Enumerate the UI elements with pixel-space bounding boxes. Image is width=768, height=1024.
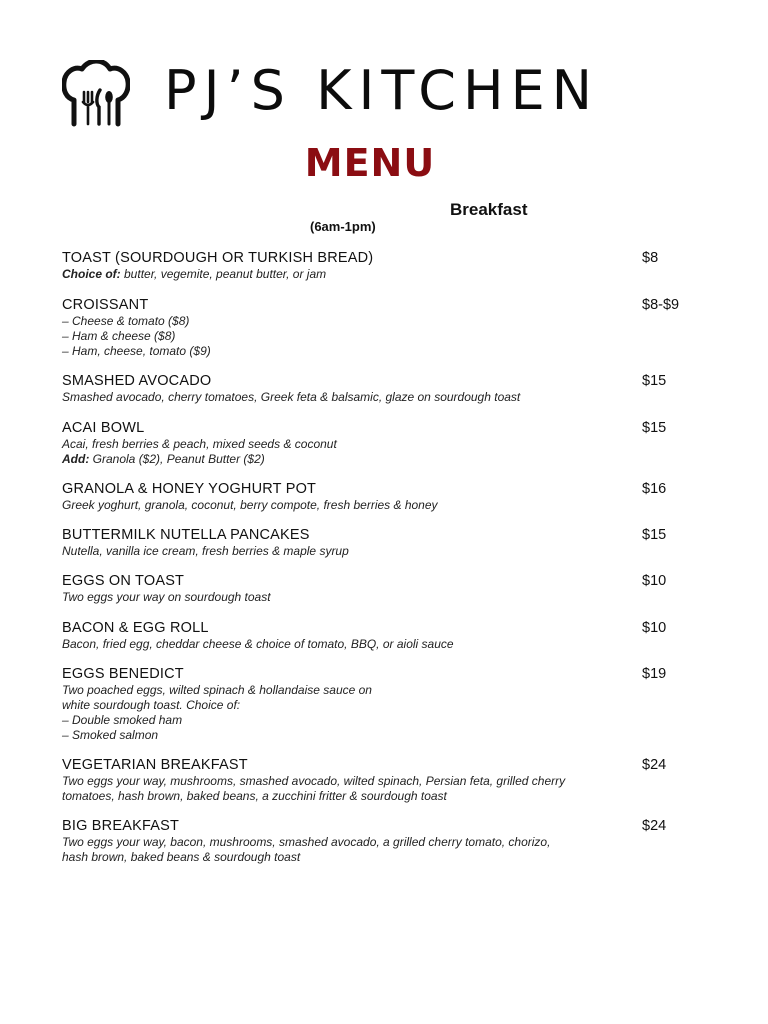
menu-item-description: Bacon, fried egg, cheddar cheese & choice of tomato, BBQ, or aioli sauce: [62, 637, 454, 651]
menu-item-price: $24: [642, 818, 667, 834]
menu-item-name: EGGS ON TOAST: [62, 573, 185, 589]
menu-item-description: Add: Granola ($2), Peanut Butter ($2): [62, 452, 265, 466]
menu-item-description: – Double smoked ham: [62, 713, 183, 727]
menu-item-description: – Ham & cheese ($8): [62, 329, 176, 343]
header: [62, 58, 722, 130]
menu-item-price: $24: [642, 757, 667, 773]
menu-item: [62, 420, 702, 467]
menu-item-description: white sourdough toast. Choice of:: [62, 698, 241, 712]
menu-item-description: – Ham, cheese, tomato ($9): [62, 344, 211, 358]
menu-item: [62, 373, 702, 405]
menu-item-price: $8-$9: [642, 297, 680, 313]
menu-item-name: BUTTERMILK NUTELLA PANCAKES: [62, 527, 310, 543]
menu-item-price: $15: [642, 527, 667, 543]
menu-item-price: $8: [642, 250, 659, 266]
menu-item-price: $19: [642, 666, 667, 682]
menu-item-description-label: Choice of:: [62, 267, 121, 281]
menu-item-price: $10: [642, 573, 667, 589]
menu-item-name: BIG BREAKFAST: [62, 818, 180, 834]
menu-item-name: ACAI BOWL: [62, 420, 145, 436]
menu-item: [62, 573, 702, 605]
menu-item: [62, 757, 702, 804]
menu-item-description-label: Add:: [62, 452, 90, 466]
menu-item-description: tomatoes, hash brown, baked beans, a zucchini fritter & sourdough toast: [62, 789, 447, 803]
menu-item-name: EGGS BENEDICT: [62, 666, 184, 682]
menu-item-description: Acai, fresh berries & peach, mixed seeds & coconut: [62, 437, 337, 451]
menu-item: [62, 666, 702, 743]
menu-title: MENU: [304, 141, 436, 185]
menu-item-name: VEGETARIAN BREAKFAST: [62, 757, 248, 773]
menu-item-name: CROISSANT: [62, 297, 149, 313]
menu-item: [62, 620, 702, 652]
section-title: Breakfast: [450, 200, 528, 219]
menu-item-description: Two eggs your way, mushrooms, smashed avocado, wilted spinach, Persian feta, grilled cherry: [62, 774, 566, 788]
menu-item: [62, 818, 702, 865]
menu-item-description: Two eggs your way on sourdough toast: [62, 590, 271, 604]
menu-item-description: Two poached eggs, wilted spinach & hollandaise sauce on: [62, 683, 372, 697]
menu-item: [62, 250, 702, 282]
menu-item: [62, 297, 702, 359]
menu-item: [62, 527, 702, 559]
menu-item-description: – Smoked salmon: [62, 728, 159, 742]
chef-hat-cutlery-icon: [62, 60, 130, 128]
menu-item-description: Two eggs your way, bacon, mushrooms, smashed avocado, a grilled cherry tomato, chorizo,: [62, 835, 551, 849]
menu-item-price: $16: [642, 481, 667, 497]
menu-item-price: $15: [642, 373, 667, 389]
menu-item-description: Nutella, vanilla ice cream, fresh berries & maple syrup: [62, 544, 349, 558]
menu-item-description: – Cheese & tomato ($8): [62, 314, 190, 328]
menu-item-name: SMASHED AVOCADO: [62, 373, 212, 389]
menu-item-name: TOAST (SOURDOUGH OR TURKISH BREAD): [62, 250, 374, 266]
menu-item-description: Greek yoghurt, granola, coconut, berry compote, fresh berries & honey: [62, 498, 438, 512]
menu-item-description: Choice of: butter, vegemite, peanut butter, or jam: [62, 267, 327, 281]
menu-item-description: hash brown, baked beans & sourdough toast: [62, 850, 301, 864]
section-hours: (6am-1pm): [310, 219, 376, 234]
menu-item: [62, 481, 702, 513]
menu-item-name: BACON & EGG ROLL: [62, 620, 209, 636]
restaurant-name: PJ’S KITCHEN: [164, 59, 600, 122]
menu-item-name: GRANOLA & HONEY YOGHURT POT: [62, 481, 317, 497]
menu-item-price: $15: [642, 420, 667, 436]
menu-item-price: $10: [642, 620, 667, 636]
menu-item-description: Smashed avocado, cherry tomatoes, Greek feta & balsamic, glaze on sourdough toast: [62, 390, 521, 404]
